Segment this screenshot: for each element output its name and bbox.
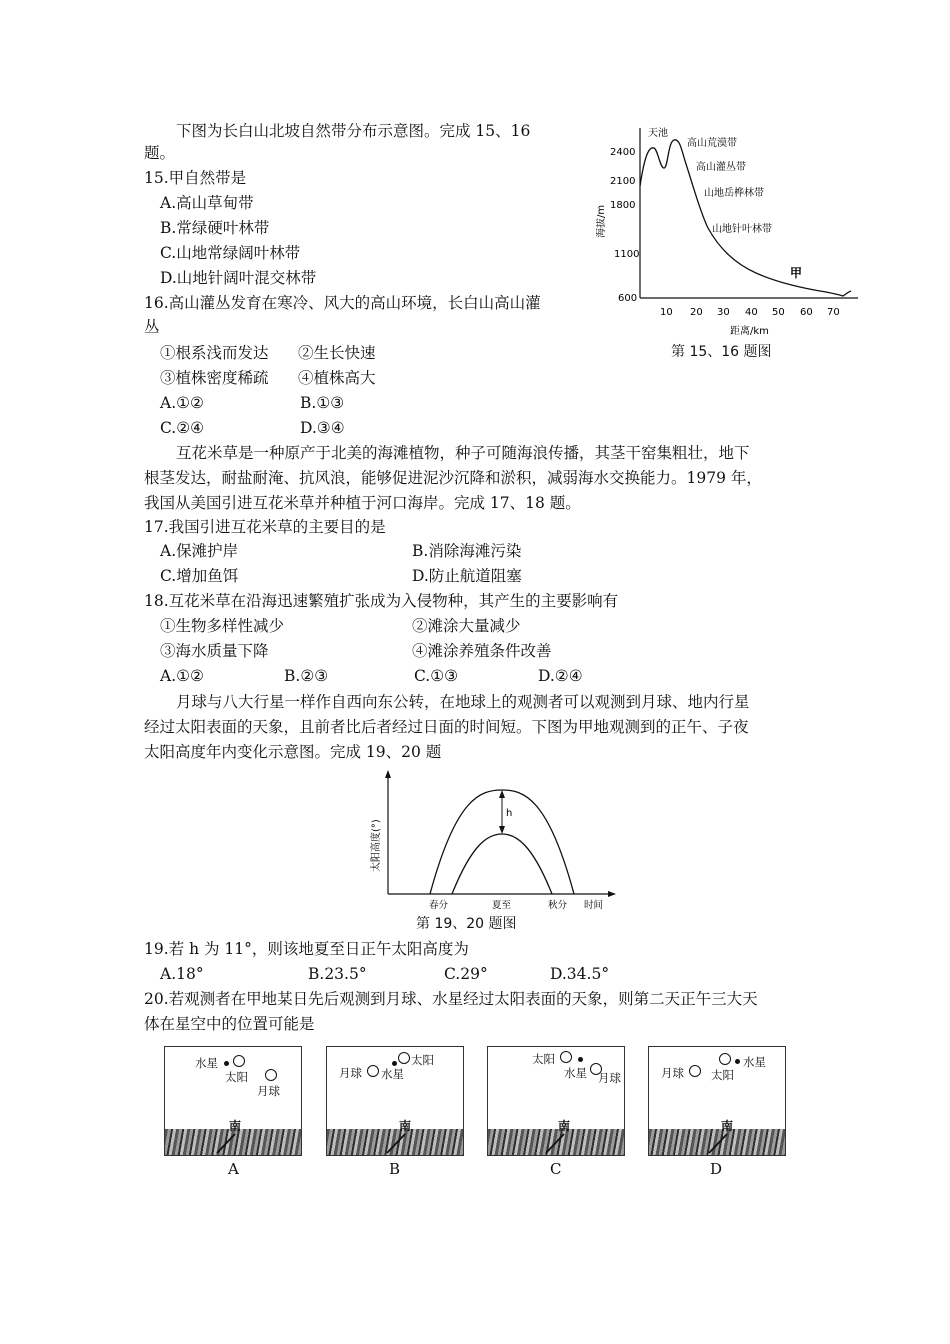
sun-circle: [719, 1053, 731, 1065]
option-20b-label: B: [389, 1160, 401, 1178]
option-18a: A.①②: [160, 667, 204, 685]
south-label: 南: [229, 1119, 242, 1133]
zone-birch-forest: 山地岳桦林带: [704, 188, 764, 199]
question-16: 16.高山灌丛发育在寒冷、风大的高山环境，长白山高山灌: [144, 294, 541, 312]
option-17a: A.保滩护岸: [160, 542, 239, 560]
x-tick-60: 60: [800, 307, 813, 318]
question-17: 17.我国引进互花米草的主要目的是: [144, 518, 386, 536]
x-axis-label: 距离/km: [730, 326, 769, 337]
y-tick-600: 600: [618, 293, 638, 304]
intro-15-16: 下图为长白山北坡自然带分布示意图。完成 15、16: [176, 122, 531, 140]
statement-18-2: ②滩涂大量减少: [412, 617, 521, 635]
midnight-altitude-curve: [452, 834, 552, 894]
moon-circle: [689, 1065, 701, 1077]
x-tick-40: 40: [745, 307, 758, 318]
option-20c-panel: [487, 1046, 625, 1156]
option-19d: D.34.5°: [550, 965, 610, 983]
option-19c: C.29°: [444, 965, 488, 983]
statement-16-4: ④植株高大: [298, 369, 376, 387]
sun-circle: [398, 1052, 410, 1064]
zone-jia-label: 甲: [790, 266, 803, 280]
passage-19-line2: 经过太阳表面的天象，且前者比后者经过日面的时间短。下图为甲地观测到的正午、子夜: [144, 718, 749, 736]
sun-circle: [233, 1055, 245, 1067]
option-20d-panel: [648, 1046, 786, 1156]
statement-18-1: ①生物多样性减少: [160, 617, 285, 635]
option-18d: D.②④: [538, 667, 583, 685]
option-19a: A.18°: [160, 965, 204, 983]
intro-15-16-cont: 题。: [144, 144, 176, 162]
tianchi-label: 天池: [648, 128, 668, 139]
south-label: 南: [399, 1119, 412, 1133]
question-20-cont: 体在星空中的位置可能是: [144, 1015, 315, 1033]
option-17b: B.消除海滩污染: [412, 542, 522, 560]
option-20a-label: A: [228, 1160, 239, 1178]
y-tick-1800: 1800: [610, 200, 636, 211]
moon-circle: [367, 1065, 379, 1077]
south-pointer: [544, 1131, 568, 1155]
option-20c-label: C: [550, 1160, 562, 1178]
option-16b: B.①③: [300, 394, 345, 412]
y-tick-2400: 2400: [610, 147, 636, 158]
changbai-profile-figure: [596, 120, 866, 345]
question-18: 18.互花米草在沿海迅速繁殖扩张成为入侵物种，其产生的主要影响有: [144, 592, 619, 610]
mercury-dot: [578, 1057, 583, 1062]
option-15b: B.常绿硬叶林带: [160, 219, 270, 237]
moon-label: 月球: [339, 1066, 362, 1080]
passage-19-line3: 太阳高度年内变化示意图。完成 19、20 题: [144, 743, 442, 761]
south-label: 南: [721, 1119, 734, 1133]
passage-17-line1: 互花米草是一种原产于北美的海滩植物，种子可随海浪传播，其茎干窑集粗壮，地下: [176, 444, 750, 462]
option-20b-panel: [326, 1046, 464, 1156]
mercury-label: 水星: [743, 1055, 766, 1069]
option-15c: C.山地常绿阔叶林带: [160, 244, 301, 262]
mercury-label: 水星: [381, 1067, 404, 1081]
statement-16-1: ①根系浅而发达: [160, 344, 269, 362]
option-17d: D.防止航道阻塞: [412, 567, 522, 585]
moon-label: 月球: [661, 1066, 684, 1080]
option-18c: C.①③: [414, 667, 459, 685]
h-label: h: [506, 808, 513, 819]
question-20: 20.若观测者在甲地某日先后观测到月球、水星经过太阳表面的天象，则第二天正午三大天: [144, 990, 758, 1008]
option-15a: A.高山草甸带: [160, 194, 254, 212]
x-tick-30: 30: [717, 307, 730, 318]
zone-conifer-forest: 山地针叶林带: [712, 224, 772, 235]
option-18b: B.②③: [284, 667, 329, 685]
statement-16-3: ③植株密度稀疏: [160, 369, 269, 387]
question-19: 19.若 h 为 11°，则该地夏至日正午太阳高度为: [144, 940, 469, 958]
statement-16-2: ②生长快速: [298, 344, 376, 362]
mercury-dot: [224, 1061, 229, 1066]
option-15d: D.山地针阔叶混交林带: [160, 269, 317, 287]
figure-19-20-caption: 第 19、20 题图: [416, 916, 517, 932]
mercury-label: 水星: [564, 1066, 587, 1080]
mercury-label: 水星: [195, 1056, 218, 1070]
x-axis-label-time: 时间: [584, 900, 604, 911]
option-19b: B.23.5°: [308, 965, 367, 983]
x-tick-20: 20: [690, 307, 703, 318]
mercury-dot: [735, 1059, 740, 1064]
option-20d-label: D: [710, 1160, 723, 1178]
passage-17-line2: 根茎发达，耐盐耐淹、抗风浪，能够促进泥沙沉降和淤积，减弱海水交换能力。1979 年，: [144, 469, 762, 487]
moon-label: 月球: [598, 1071, 621, 1085]
x-tick-spring: 春分: [429, 900, 449, 911]
zone-alpine-shrub: 高山灌丛带: [696, 162, 746, 173]
south-pointer: [215, 1131, 239, 1155]
option-20a-panel: [164, 1046, 302, 1156]
question-15: 15.甲自然带是: [144, 169, 247, 187]
moon-circle: [265, 1069, 277, 1081]
solar-altitude-figure: [368, 768, 618, 916]
x-tick-summer: 夏至: [492, 900, 512, 911]
moon-label: 月球: [257, 1084, 280, 1098]
y-axis-label: 海拔/m: [596, 204, 607, 238]
option-16c: C.②④: [160, 419, 205, 437]
sun-label: 太阳: [411, 1053, 434, 1067]
statement-18-4: ④滩涂养殖条件改善: [412, 642, 552, 660]
x-tick-autumn: 秋分: [548, 900, 568, 911]
sun-label: 太阳: [711, 1068, 734, 1082]
option-17c: C.增加鱼饵: [160, 567, 239, 585]
zone-alpine-desert: 高山荒漠带: [687, 138, 737, 149]
x-tick-10: 10: [660, 307, 673, 318]
y-tick-2100: 2100: [610, 176, 636, 187]
sun-label: 太阳: [532, 1052, 555, 1066]
statement-18-3: ③海水质量下降: [160, 642, 269, 660]
option-16d: D.③④: [300, 419, 345, 437]
option-16a: A.①②: [160, 394, 204, 412]
south-pointer: [707, 1131, 731, 1155]
x-tick-50: 50: [772, 307, 785, 318]
south-label: 南: [558, 1119, 571, 1133]
x-tick-70: 70: [827, 307, 840, 318]
passage-17-line3: 我国从美国引进互花米草并种植于河口海岸。完成 17、18 题。: [144, 494, 581, 512]
south-pointer: [385, 1131, 409, 1155]
sun-label: 太阳: [225, 1070, 248, 1084]
sun-circle: [560, 1051, 572, 1063]
question-16-cont: 丛: [144, 318, 160, 336]
passage-19-line1: 月球与八大行星一样作自西向东公转，在地球上的观测者可以观测到月球、地内行星: [176, 693, 750, 711]
figure-15-16-caption: 第 15、16 题图: [671, 344, 772, 360]
y-tick-1100: 1100: [614, 249, 640, 260]
y-axis-label-solar: 太阳高度(°): [371, 819, 382, 872]
